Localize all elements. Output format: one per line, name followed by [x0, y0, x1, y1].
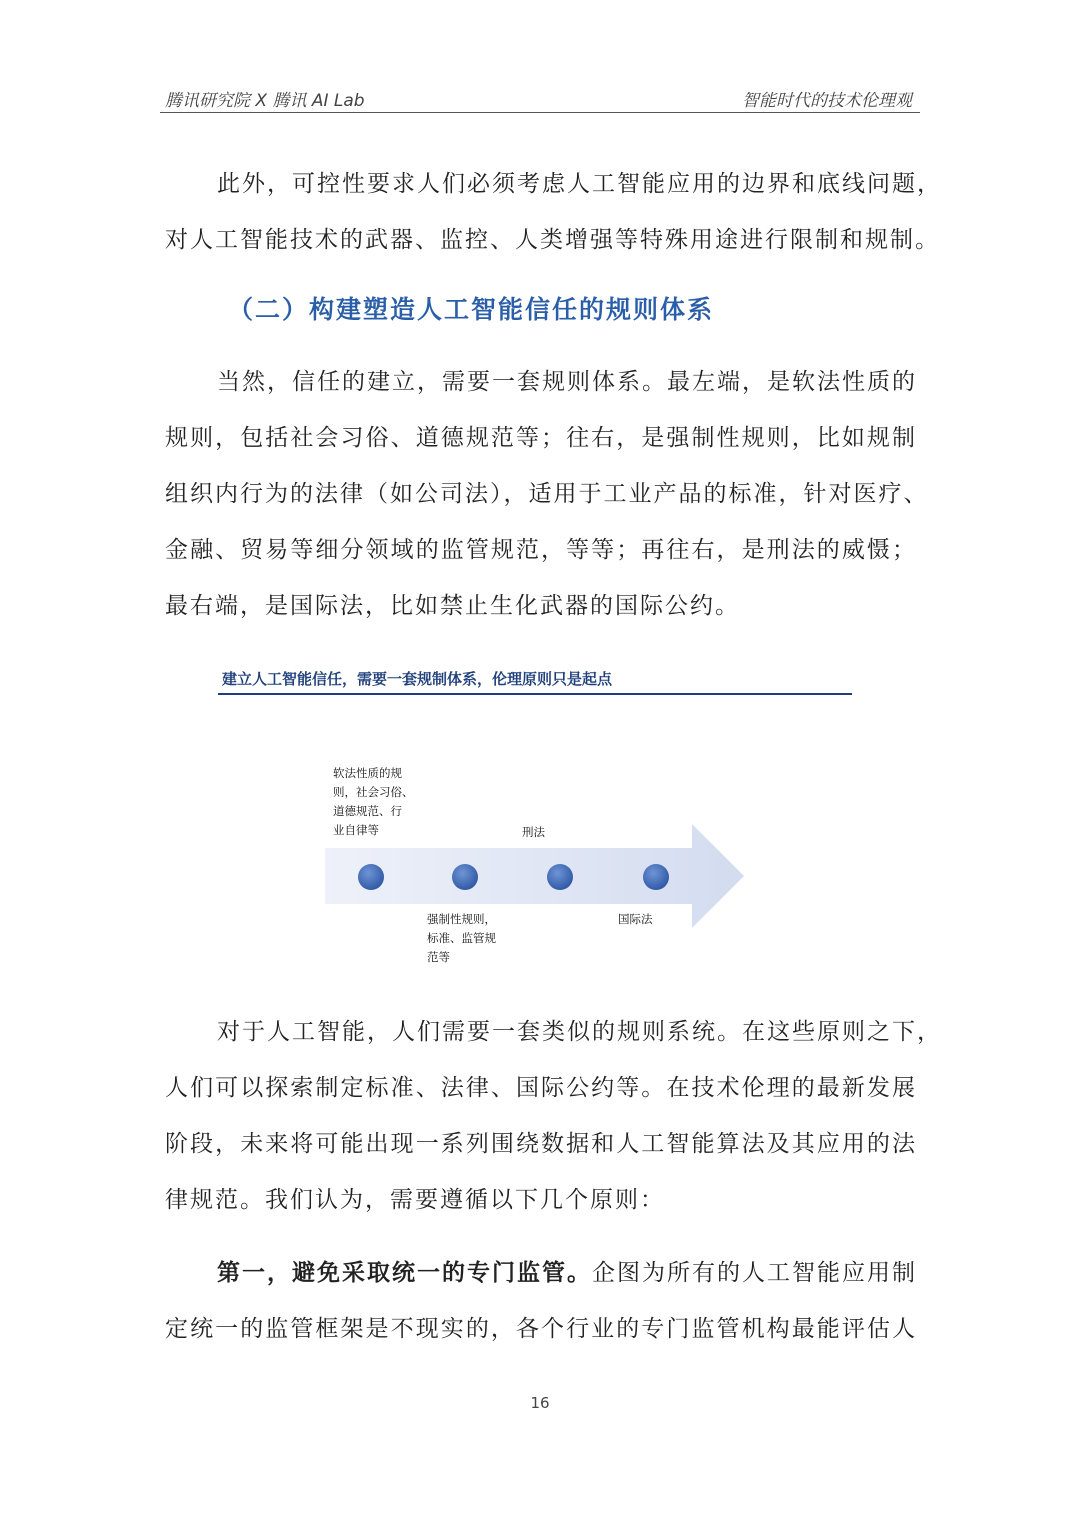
label-criminal-law: 刑法 — [522, 825, 545, 839]
label-soft-law — [333, 764, 414, 840]
paragraph-line: 人们可以探索制定标准、法律、国际公约等。在技术伦理的最新发展 — [165, 1075, 917, 1101]
label-line: 则，社会习俗、 — [333, 785, 414, 799]
spectrum-dot-soft-law — [358, 864, 384, 890]
page-number: 16 — [530, 1394, 550, 1412]
paragraph-line: 此外，可控性要求人们必须考虑人工智能应用的边界和底线问题， — [217, 171, 942, 197]
paragraph-line: 律规范。我们认为，需要遵循以下几个原则： — [165, 1187, 665, 1213]
paragraph-ai-rules — [165, 1004, 942, 1228]
paragraph-line — [165, 1245, 917, 1301]
header-divider — [160, 112, 920, 113]
paragraph-line: 金融、贸易等细分领域的监管规范，等等；再往右，是刑法的威慑； — [165, 537, 917, 563]
paragraph-line: 最右端，是国际法，比如禁止生化武器的国际公约。 — [165, 593, 740, 619]
principle-lead: 第一，避免采取统一的专门监管。 — [217, 1259, 592, 1286]
paragraph-rule-system — [165, 354, 929, 634]
paragraph-line: 对人工智能技术的武器、监控、人类增强等特殊用途进行限制和规制。 — [165, 227, 940, 253]
header-left-title: 腾讯研究院 X 腾讯 AI Lab — [165, 91, 365, 111]
label-line: 标准、监管规 — [427, 931, 496, 945]
paragraph-line: 定统一的监管框架是不现实的，各个行业的专门监管机构最能评估人 — [165, 1316, 917, 1342]
paragraph-controllability — [165, 156, 942, 268]
spectrum-dot-criminal — [547, 864, 573, 890]
label-line: 范等 — [427, 950, 450, 964]
paragraph-line: 当然，信任的建立，需要一套规则体系。最左端，是软法性质的 — [217, 369, 917, 395]
rule-spectrum-diagram — [300, 740, 770, 980]
section-heading: （二）构建塑造人工智能信任的规则体系 — [228, 295, 715, 324]
spectrum-dot-international — [643, 864, 669, 890]
paragraph-line: 组织内行为的法律（如公司法），适用于工业产品的标准，针对医疗、 — [165, 481, 929, 507]
paragraph-line: 对于人工智能，人们需要一套类似的规则系统。在这些原则之下， — [217, 1019, 942, 1045]
paragraph-line: 规则，包括社会习俗、道德规范等；往右，是强制性规则，比如规制 — [165, 425, 917, 451]
paragraph-line: 阶段，未来将可能出现一系列围绕数据和人工智能算法及其应用的法 — [165, 1131, 917, 1157]
spectrum-dot-mandatory — [452, 864, 478, 890]
label-mandatory-rules — [427, 910, 496, 967]
figure-title-underline — [218, 693, 852, 695]
label-line: 强制性规则， — [427, 912, 496, 926]
label-line: 软法性质的规 — [333, 766, 402, 780]
principle-text: 企图为所有的人工智能应用制 — [592, 1260, 917, 1286]
label-international-law: 国际法 — [618, 912, 653, 926]
paragraph-principle-one — [165, 1245, 917, 1357]
label-line: 道德规范、行 — [333, 804, 402, 818]
label-line: 业自律等 — [333, 823, 379, 837]
figure-title: 建立人工智能信任，需要一套规制体系，伦理原则只是起点 — [222, 670, 613, 688]
header-right-title: 智能时代的技术伦理观 — [742, 91, 912, 111]
